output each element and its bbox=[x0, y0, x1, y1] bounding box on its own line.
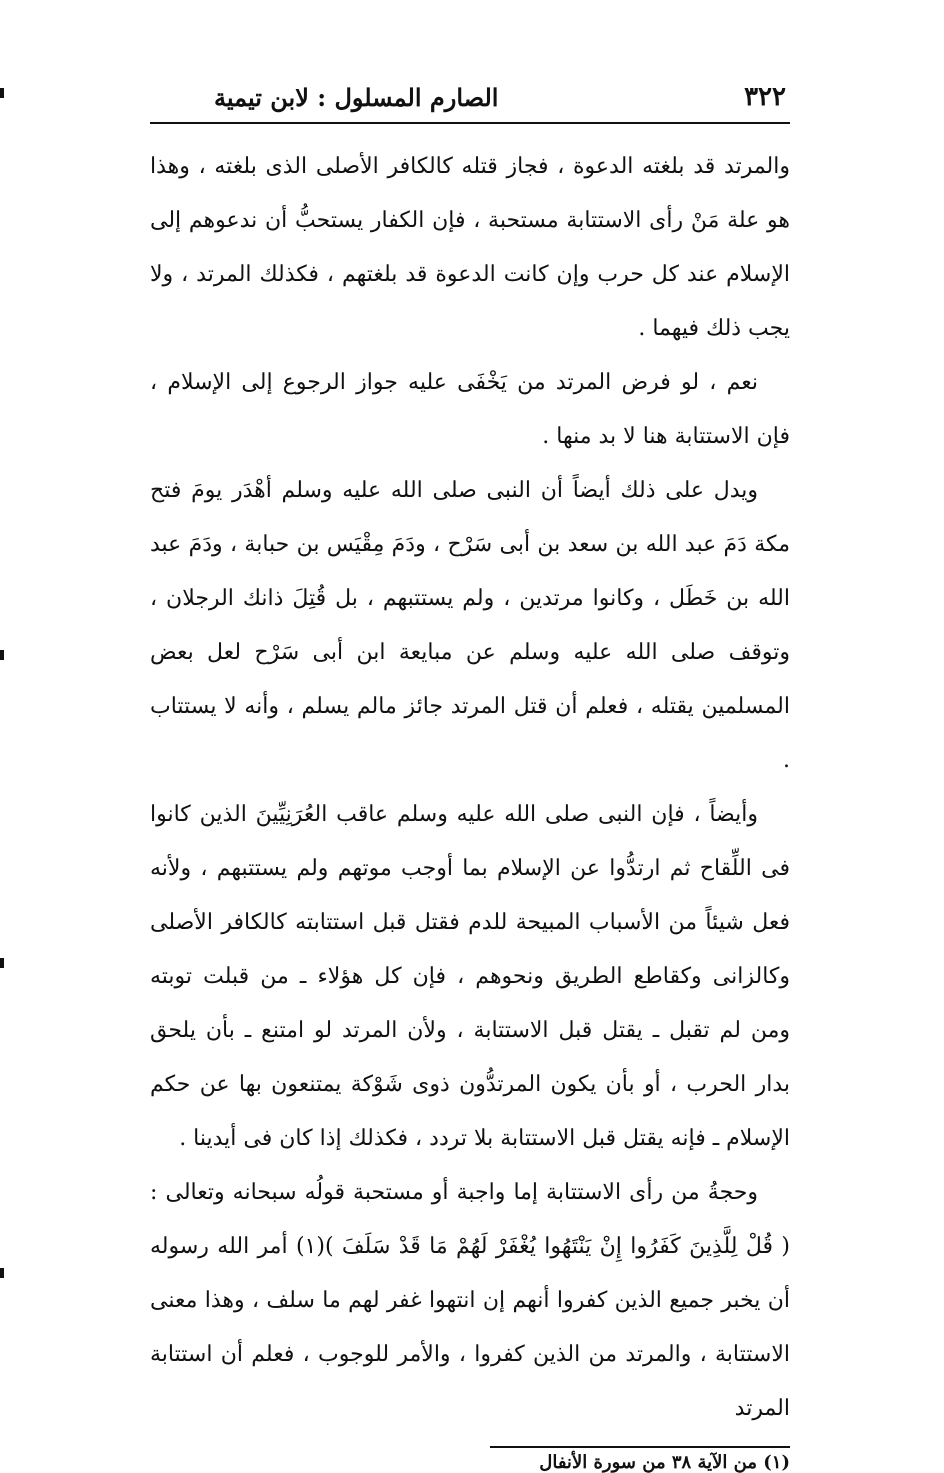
scan-edge-mark bbox=[0, 88, 4, 98]
page-body bbox=[150, 140, 790, 1436]
paragraph: ويدل على ذلك أيضاً أن النبى صلى الله عليه وسلم أهْدَر يومَ فتح مكة دَمَ عبد الله بن سعد بن أبى سَرْح ، ودَمَ مِقْيَس بن حبابة ، ودَمَ عبد الله بن خَطَل ، وكانوا مرتدين ، ولم يستتبهم ، بل قُتِلَ ذانك الرجلان ، وتوقف صلى الله عليه وسلم عن مبايعة ابن أبى سَرْح لعل بعض المسلمين يقتله ، فعلم أن قتل المرتد جائز مالم يسلم ، وأنه لا يستتاب . bbox=[150, 478, 790, 773]
header-rule bbox=[150, 122, 790, 124]
book-page bbox=[150, 68, 790, 1473]
page-number: ٣٢٢ bbox=[744, 82, 786, 112]
page-header bbox=[150, 68, 790, 112]
paragraph: والمرتد قد بلغته الدعوة ، فجاز قتله كالكافر الأصلى الذى بلغته ، وهذا هو علة مَنْ رأى الاستتابة مستحبة ، فإن الكفار يستحبُّ أن ندعوهم إلى الإسلام عند كل حرب وإن كانت الدعوة قد بلغتهم ، فكذلك المرتد ، ولا يجب ذلك فيهما . bbox=[150, 154, 790, 341]
footnote-rule bbox=[490, 1446, 790, 1448]
paragraph: وحجةُ من رأى الاستتابة إما واجبة أو مستحبة قولُه سبحانه وتعالى : ( قُلْ لِلَّذِينَ كَفَرُوا إِنْ يَنْتَهُوا يُغْفَرْ لَهُمْ مَا قَدْ سَلَفَ )(١) أمر الله رسوله أن يخبر جميع الذين كفروا أنهم إن انتهوا غفر لهم ما سلف ، وهذا معنى الاستتابة ، والمرتد من الذين كفروا ، والأمر للوجوب ، فعلم أن استتابة المرتد bbox=[150, 1180, 790, 1421]
running-title: الصارم المسلول : لابن تيمية bbox=[214, 83, 499, 112]
scan-edge-mark bbox=[0, 1268, 4, 1278]
scan-edge-mark bbox=[0, 650, 4, 660]
paragraph: نعم ، لو فرض المرتد من يَخْفَى عليه جواز الرجوع إلى الإسلام ، فإن الاستتابة هنا لا بد منها . bbox=[150, 370, 790, 449]
scan-edge-mark bbox=[0, 958, 4, 968]
paragraph: وأيضاً ، فإن النبى صلى الله عليه وسلم عاقب العُرَنِيِّينَ الذين كانوا فى اللِّقاح ثم ارتدُّوا عن الإسلام بما أوجب موتهم ولم يستتبهم ، ولأنه فعل شيئاً من الأسباب المبيحة للدم فقتل قبل استتابته كالكافر الأصلى وكالزانى وكقاطع الطريق ونحوهم ، فإن كل هؤلاء ـ من قبلت توبته ومن لم تقبل ـ يقتل قبل الاستتابة ، ولأن المرتد لو امتنع ـ بأن يلحق بدار الحرب ، أو بأن يكون المرتدُّون ذوى شَوْكة يمتنعون بها عن حكم الإسلام ـ فإنه يقتل قبل الاستتابة بلا تردد ، فكذلك إذا كان فى أيدينا . bbox=[150, 802, 791, 1151]
footnote: (١) من الآية ٣٨ من سورة الأنفال bbox=[539, 1452, 790, 1473]
